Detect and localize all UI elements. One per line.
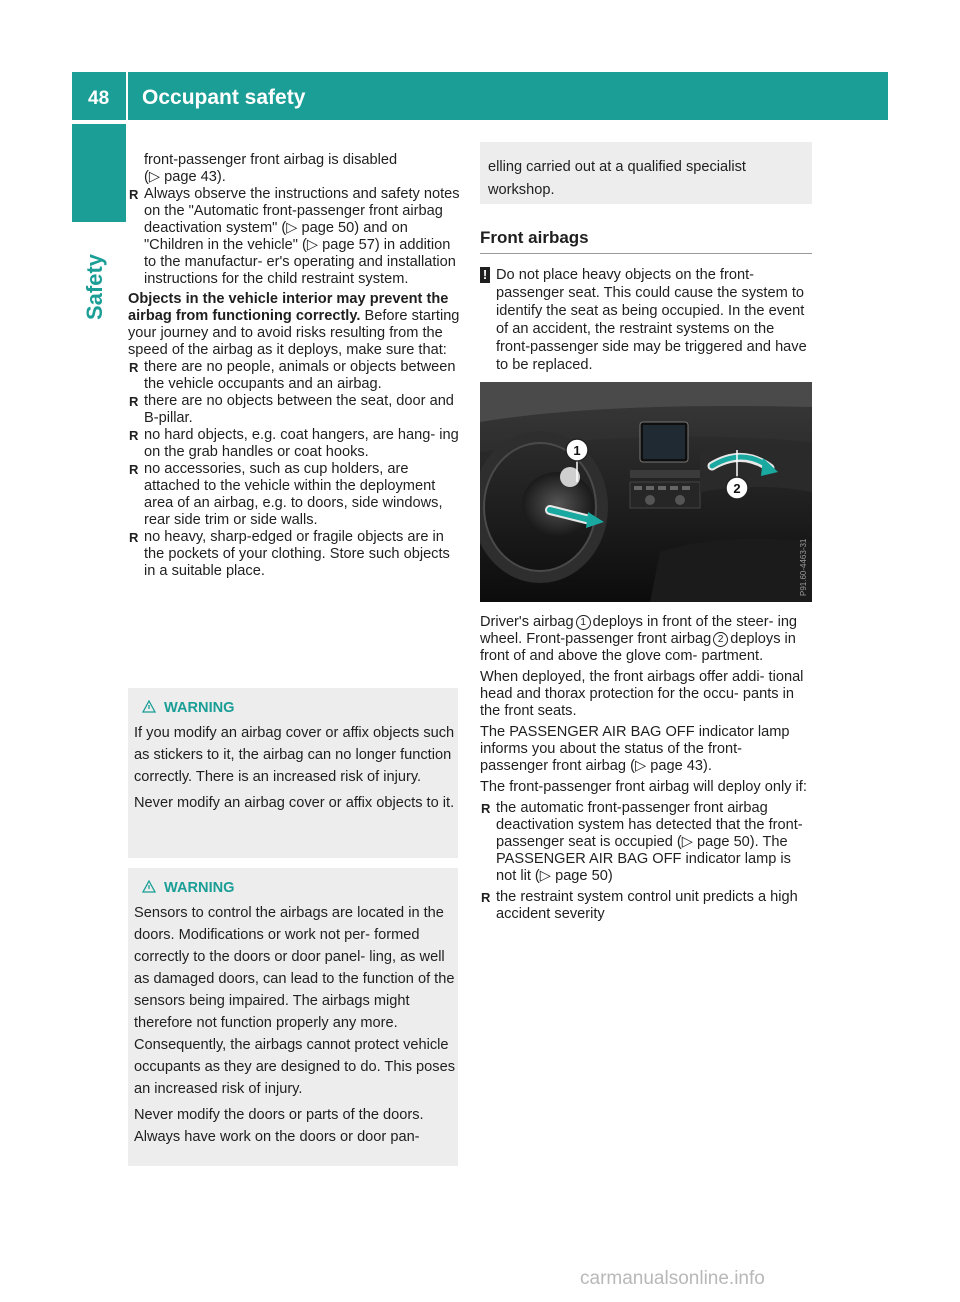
continued-warning-box [480, 142, 812, 204]
notice-icon: ! [480, 267, 490, 283]
bullet-marker: R [481, 801, 491, 816]
warning-heading-2 [142, 880, 235, 896]
notice-text: Do not place heavy objects on the front- passenger seat. This could cause the system to identify the seat as being occupied. In the event of an accident, the restraint systems on the front-passenger side may be triggered and have to be replaced. [496, 267, 807, 373]
callout-1-label: 1 [573, 443, 581, 458]
objects-heading: Objects in the vehicle interior may prevent the airbag from functioning correctly. [128, 291, 449, 324]
bullet-marker: R [129, 360, 139, 375]
continued-warning-text: elling carried out at a qualified specialist workshop. [488, 159, 746, 198]
warning-paragraph: If you modify an airbag cover or affix objects such as stickers to it, the airbag can no longer function correctly. There is an increased risk of injury. [134, 725, 455, 785]
callout-2-ref: 2 [713, 632, 728, 647]
list-item-text: the automatic front-passenger front airbag deactivation system has detected that the front-passenger seat is occupied (▷ page 50). The PASSENGER AIR BAG OFF indicator lamp is not lit (▷ page 50) [496, 800, 803, 884]
warning-box-2 [128, 868, 458, 1166]
list-item-text: there are no objects between the seat, door and B-pillar. [144, 393, 454, 426]
dashboard-illustration [480, 382, 812, 602]
warning-paragraph: Sensors to control the airbags are located in the doors. Modifications or work not per- formed correctly to the doors or door panel- ling, as well as damaged doors, can lead to the function of the sensors being impaired. The airbags might therefore not function properly any more. Consequently, the airbags cannot protect vehicle occupants as they are designed to do. This poses an increased risk of injury. [134, 905, 455, 1097]
bullet-observe [128, 186, 460, 288]
text-span: Driver's airbag [480, 614, 574, 630]
intro-line-1: front-passenger front airbag is disabled [144, 152, 398, 168]
section-heading: Front airbags [480, 228, 589, 247]
page-number-box [72, 72, 126, 120]
list-item [128, 529, 460, 580]
notice-block [480, 266, 812, 374]
list-item [128, 393, 460, 427]
list-item [480, 800, 812, 885]
list-item [128, 359, 460, 393]
objects-text: Before starting your journey and to avoid risks resulting from the speed of the airbag as it deploys, make sure that: [128, 308, 460, 358]
warning-body-1 [134, 722, 456, 818]
text-span: deploys in front of the steer- ing wheel. Front-passenger front airbag [480, 614, 798, 647]
warning-heading-text: WARNING [164, 880, 235, 896]
bullet-observe-text: Always observe the instructions and safety notes on the "Automatic front-passenger front airbag deactivation system" (▷ page 50) and on "Children in the vehicle" (▷ page 57) in addition to the manufactur- er's operating and installation instructions for the child restraint system. [144, 186, 460, 287]
warning-triangle-icon [142, 700, 156, 713]
footer-watermark: carmanualsonline.info [580, 1268, 765, 1289]
warning-heading-text: WARNING [164, 700, 235, 716]
side-tab-label: Safety [82, 253, 107, 320]
warning-heading-1 [142, 700, 235, 716]
chapter-header [128, 72, 888, 120]
warning-paragraph: Never modify an airbag cover or affix objects to it. [134, 795, 455, 811]
section-divider [480, 253, 812, 254]
bullet-marker: R [129, 187, 139, 202]
list-item-text: the restraint system control unit predicts a high accident severity [496, 889, 798, 922]
driver-airbag-paragraph [480, 614, 812, 665]
warning-body-2 [134, 902, 456, 1152]
list-item-text: no heavy, sharp-edged or fragile objects are in the pockets of your clothing. Store such objects in a suitable place. [144, 529, 450, 579]
list-item [480, 889, 812, 923]
list-item [128, 427, 460, 461]
dashboard-photo [480, 382, 812, 602]
deployed-paragraph: When deployed, the front airbags offer addi- tional head and thorax protection for the occu- pants in the front seats. [480, 669, 804, 719]
indicator-paragraph: The PASSENGER AIR BAG OFF indicator lamp informs you about the status of the front- passenger front airbag (▷ page 43). [480, 724, 790, 774]
left-column [128, 152, 460, 580]
list-item [128, 461, 460, 529]
bullet-marker: R [129, 428, 139, 443]
objects-paragraph [128, 291, 460, 359]
text-span: deploys in front of and above the glove com- partment. [480, 631, 796, 664]
warning-box-1 [128, 688, 458, 858]
chapter-title: Occupant safety [142, 86, 306, 109]
list-item-text: no hard objects, e.g. coat hangers, are hang- ing on the grab handles or coat hooks. [144, 427, 459, 460]
callout-2-label: 2 [733, 481, 741, 496]
warning-paragraph: Never modify the doors or parts of the doors. Always have work on the doors or door pan- [134, 1107, 424, 1145]
list-item-text: there are no people, animals or objects between the vehicle occupants and an airbag. [144, 359, 456, 392]
figure-code: P91.60-4463-31 [799, 538, 808, 596]
intro-line-2: (▷ page 43). [144, 169, 226, 185]
deploy-only-paragraph: The front-passenger front airbag will deploy only if: [480, 779, 807, 795]
right-body-text [480, 614, 812, 927]
warning-triangle-icon [142, 880, 156, 893]
bullet-marker: R [129, 462, 139, 477]
bullet-marker: R [481, 890, 491, 905]
callout-1-ref: 1 [576, 615, 591, 630]
side-tab-block [72, 124, 126, 222]
list-item-text: no accessories, such as cup holders, are attached to the vehicle within the deployment area of an airbag, e.g. to doors, side windows, rear side trim or side walls. [144, 461, 443, 528]
bullet-marker: R [129, 394, 139, 409]
bullet-marker: R [129, 530, 139, 545]
page-number: 48 [88, 88, 110, 109]
